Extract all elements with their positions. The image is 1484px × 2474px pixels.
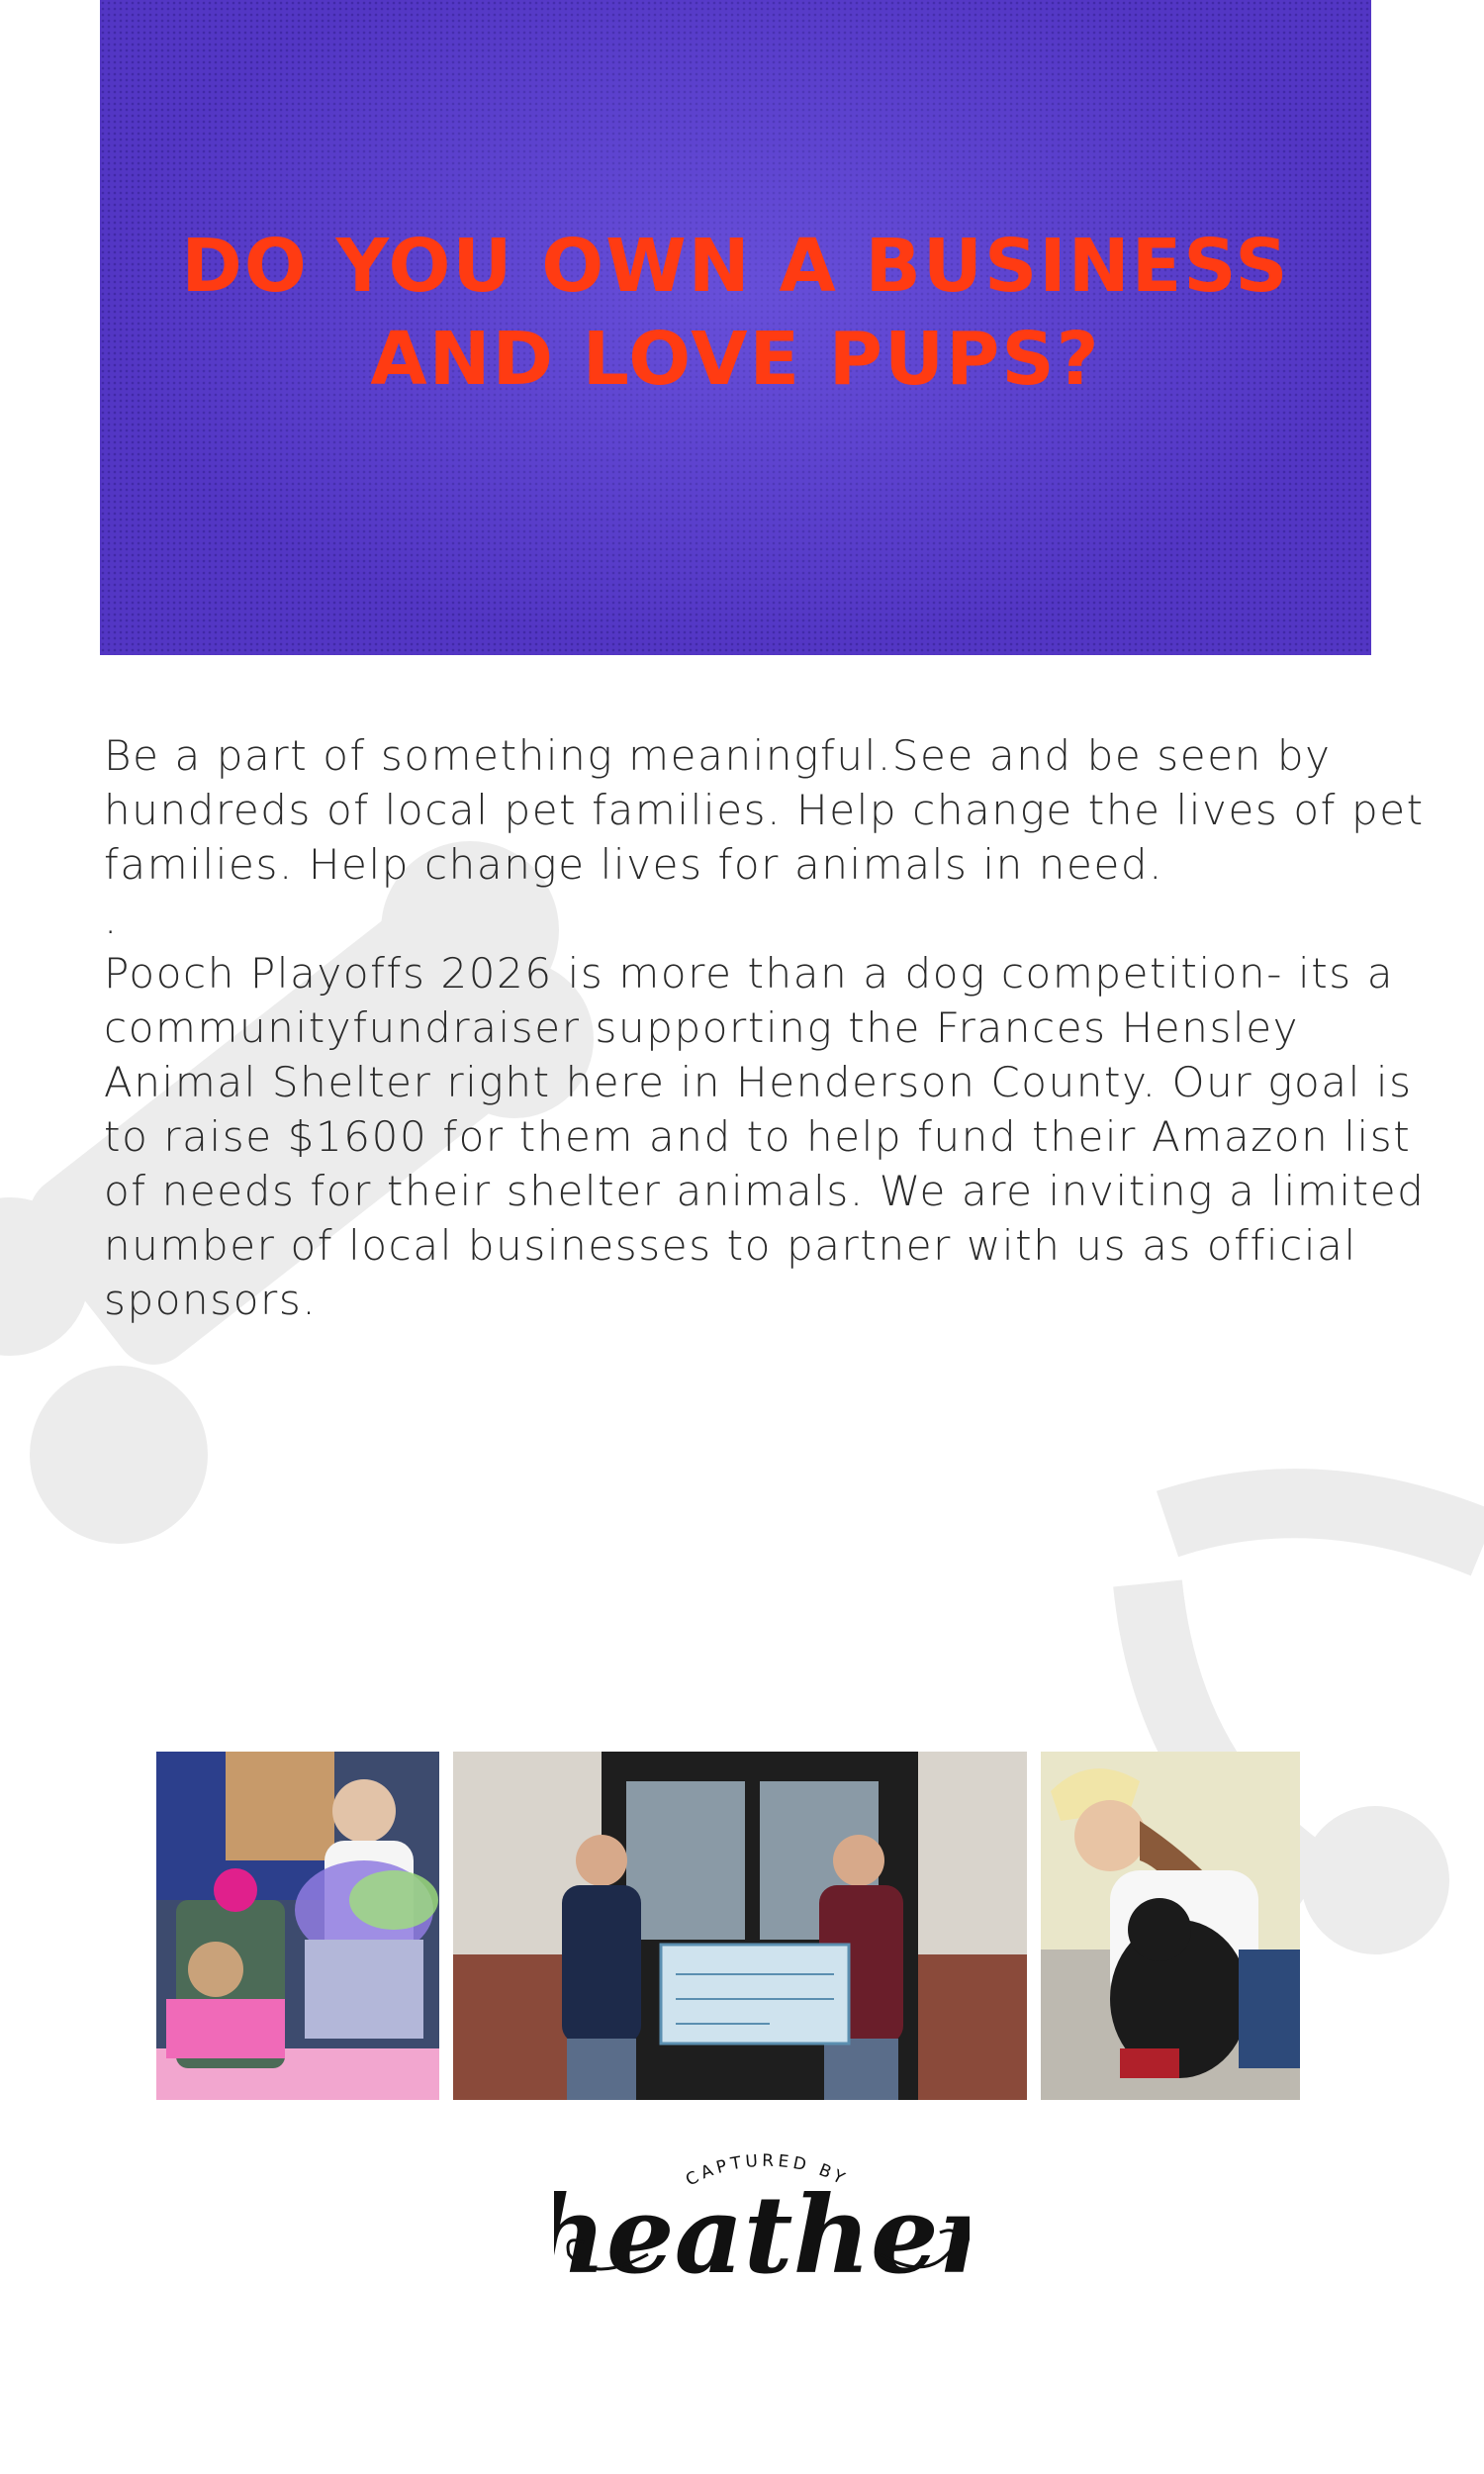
banner-headline: DO YOU OWN A BUSINESS AND LOVE PUPS?	[181, 224, 1290, 402]
hero-banner	[100, 0, 1371, 655]
photo-yorkie-basket	[156, 1752, 439, 2100]
body-text	[104, 728, 1449, 1327]
captured-by-heather-logo	[554, 2136, 970, 2304]
photo-woman-black-dog	[1041, 1752, 1300, 2100]
logo-script-text: eathe	[605, 2173, 939, 2298]
intro-paragraph: Be a part of something meaningful.See and be seen by hundreds of local pet families. Help change the lives of pet families. Help change lives for animals in need.	[104, 731, 1425, 889]
logo-arc-text: CAPTURED BY	[682, 2150, 852, 2191]
photo-check-donation	[453, 1752, 1027, 2100]
paragraph-separator: .	[104, 895, 119, 943]
details-paragraph: Pooch Playoffs 2026 is more than a dog competition- its a communityfundraiser supporting the Frances Hensley Animal Shelter right here in Henderson County. Our goal is to raise $1600 for them and to help fund their Amazon list of needs for their shelter animals. We are inviting a limited number of local businesses to partner with us as official sponsors.	[104, 949, 1426, 1324]
collar-tag-shape	[1301, 1806, 1449, 1954]
